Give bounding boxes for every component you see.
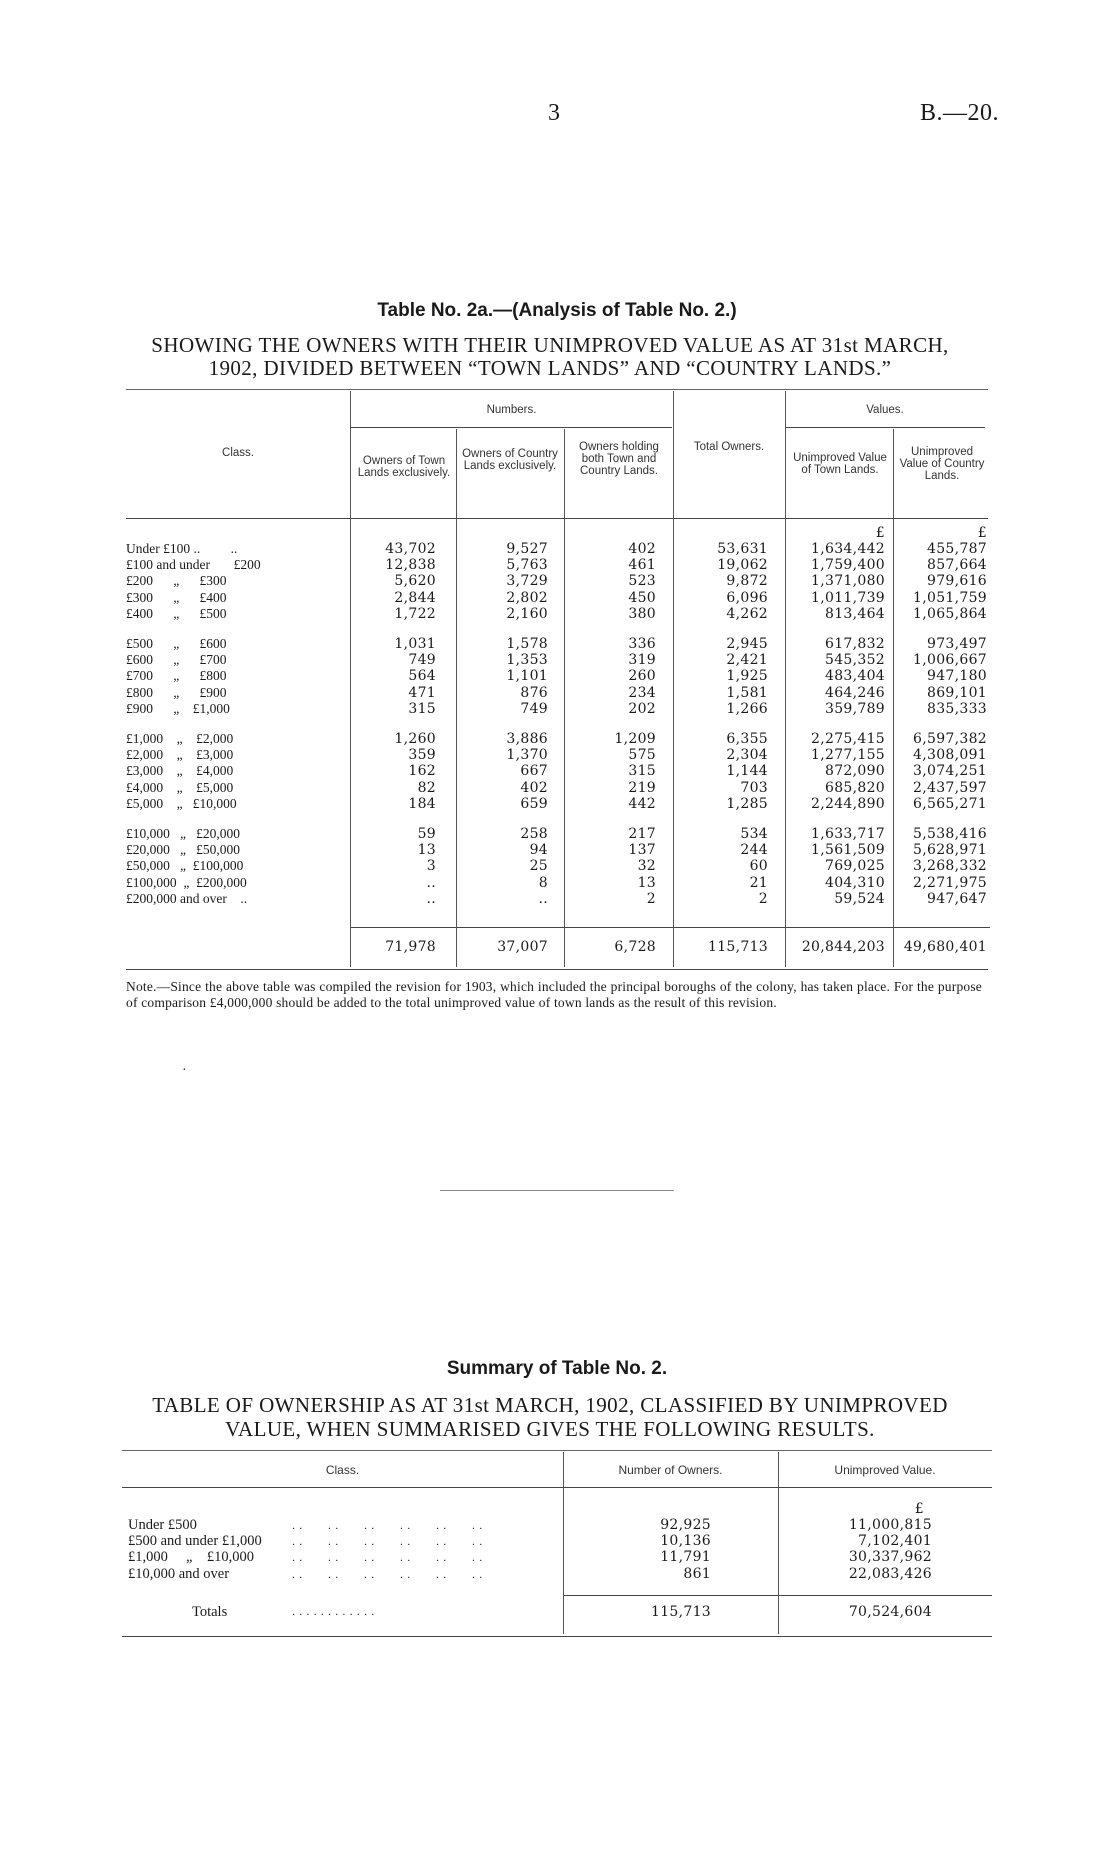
cell-both: 319 <box>628 652 656 669</box>
cell-country-value: 973,497 <box>927 636 987 652</box>
cell-town: 12,838 <box>385 557 436 574</box>
summary-cell-owners: 11,791 <box>660 1549 711 1566</box>
cell-both: 32 <box>637 858 656 875</box>
summary-total-value: 70,524,604 <box>848 1604 932 1620</box>
cell-town: 43,702 <box>385 541 436 557</box>
cell-town-value: 359,789 <box>825 700 885 717</box>
cell-country-value: 857,664 <box>927 557 987 574</box>
cell-country-value: 947,647 <box>927 890 987 907</box>
cell-town: 359 <box>408 747 436 764</box>
class-label: £100,000 „ £200,000 <box>126 874 247 890</box>
table2a-totals-rule <box>350 927 990 928</box>
cell-total: 21 <box>749 874 768 891</box>
cell-country-value: 3,074,251 <box>913 763 987 780</box>
summary-totals-leaders: . . . . . . . . . . . . <box>292 1604 375 1618</box>
cell-town: 1,260 <box>394 731 436 747</box>
summary-currency-symbol: £ <box>914 1501 924 1517</box>
cell-country-value: 1,051,759 <box>913 589 987 606</box>
cell-total: 1,925 <box>726 668 768 685</box>
class-label: £200,000 and over .. <box>126 890 248 906</box>
header-numbers: Numbers. <box>486 404 537 416</box>
cell-country: 402 <box>520 779 548 796</box>
class-label: £700 „ £800 <box>126 668 227 684</box>
cell-both: 461 <box>628 557 656 574</box>
class-label: £5,000 „ £10,000 <box>126 795 237 811</box>
stray-mark: · <box>182 1063 187 1078</box>
cell-country: 2,802 <box>506 589 548 606</box>
cell-town-value: 59,524 <box>834 890 885 907</box>
cell-total: 2,945 <box>726 636 768 652</box>
cell-town-value: 769,025 <box>825 858 885 875</box>
class-label: £900 „ £1,000 <box>126 700 230 716</box>
class-label: £600 „ £700 <box>126 652 227 668</box>
summary-leaders: . . . . . . . . . . . . <box>292 1518 483 1532</box>
cell-country-value: 979,616 <box>927 573 987 590</box>
cell-both: 402 <box>628 541 656 557</box>
cell-total: 534 <box>740 826 768 842</box>
cell-both: 575 <box>628 747 656 764</box>
cell-town-value: 545,352 <box>825 652 885 669</box>
cell-town: 1,031 <box>394 636 436 652</box>
cell-town-value: 404,310 <box>825 874 885 891</box>
table2a-subtitle-line2: 1902, DIVIDED BETWEEN “TOWN LANDS” AND “COUNTRY LANDS.” <box>208 356 892 380</box>
cell-total: 1,581 <box>726 684 768 701</box>
cell-town: 82 <box>417 779 436 796</box>
cell-country: 25 <box>529 858 548 875</box>
cell-country-value: 3,268,332 <box>913 858 987 875</box>
cell-both: 442 <box>628 795 656 812</box>
header-town-value: Unimproved Value of Town Lands. <box>793 452 887 476</box>
header-country-only: Owners of Country Lands exclusively. <box>462 448 558 472</box>
cell-both: 137 <box>628 842 656 859</box>
summary-class-label: Under £500 <box>128 1517 197 1533</box>
class-label: £3,000 „ £4,000 <box>126 763 234 779</box>
cell-town: 184 <box>408 795 436 812</box>
summary-subtitle-line2: VALUE, WHEN SUMMARISED GIVES THE FOLLOWING RESULTS. <box>225 1417 875 1441</box>
cell-total: 19,062 <box>717 557 768 574</box>
header-values: Values. <box>866 404 904 416</box>
summary-cell-owners: 10,136 <box>660 1533 711 1550</box>
cell-country-value: 869,101 <box>927 684 987 701</box>
cell-country-value: 6,565,271 <box>913 795 987 812</box>
cell-both: 315 <box>628 763 656 780</box>
cell-country: 3,886 <box>506 731 548 747</box>
cell-total: 2,421 <box>726 652 768 669</box>
cell-country-value: 455,787 <box>927 541 987 557</box>
header-class: Class. <box>222 447 254 459</box>
table2a-top-rule <box>126 389 988 390</box>
cell-town-value: 1,277,155 <box>811 747 885 764</box>
cell-town-value: 1,371,080 <box>811 573 885 590</box>
cell-total: 4,262 <box>726 605 768 622</box>
table2a-title: Table No. 2a.—(Analysis of Table No. 2.) <box>377 300 737 321</box>
class-label: £1,000 „ £2,000 <box>126 731 234 746</box>
cell-town: 3 <box>426 858 436 875</box>
table2a-note: Note.—Since the above table was compiled the revision for 1903, which included the principal boroughs of the colony, has taken place. For the purpose of comparison £4,000,000 should be added to the total unimproved value of town lands as the result of this revision. <box>126 979 982 1010</box>
cell-both: 336 <box>628 636 656 652</box>
summary-bottom-rule <box>122 1636 992 1637</box>
cell-country: 9,527 <box>506 541 548 557</box>
cell-country: 8 <box>538 874 548 891</box>
cell-country-value: 947,180 <box>927 668 987 685</box>
currency-symbol: £ <box>875 525 885 541</box>
class-label: £500 „ £600 <box>126 636 227 651</box>
summary-leaders: . . . . . . . . . . . . <box>292 1566 483 1581</box>
summary-top-rule <box>122 1450 992 1451</box>
cell-town-value: 464,246 <box>825 684 885 701</box>
cell-town: .. <box>426 890 436 907</box>
cell-country: 667 <box>520 763 548 780</box>
summary-cell-value: 22,083,426 <box>848 1565 932 1582</box>
cell-country-value: 6,597,382 <box>913 731 987 747</box>
currency-symbol: £ <box>977 525 987 541</box>
cell-town: 162 <box>408 763 436 780</box>
summary-cell-value: 11,000,815 <box>848 1517 932 1533</box>
header-total: Total Owners. <box>693 441 765 453</box>
total-town: 71,978 <box>385 939 436 955</box>
cell-country-value: 835,333 <box>927 700 987 717</box>
cell-both: 523 <box>628 573 656 590</box>
cell-country: 3,729 <box>506 573 548 590</box>
table2a-header-rule <box>126 518 988 519</box>
cell-town-value: 1,561,509 <box>811 842 885 859</box>
cell-country: 1,370 <box>506 747 548 764</box>
summary-class-label: £1,000 „ £10,000 <box>128 1549 255 1566</box>
cell-country: 876 <box>520 684 548 701</box>
class-label: £4,000 „ £5,000 <box>126 779 234 795</box>
class-label: £20,000 „ £50,000 <box>126 842 240 858</box>
cell-town: .. <box>426 874 436 891</box>
cell-total: 9,872 <box>726 573 768 590</box>
cell-both: 202 <box>628 700 656 717</box>
summary-class-label: £10,000 and over <box>128 1565 230 1582</box>
cell-town-value: 1,633,717 <box>811 826 885 842</box>
cell-both: 450 <box>628 589 656 606</box>
header-country-value: Unimproved Value of Country Lands. <box>899 446 985 482</box>
header-both: Owners holding both Town and Country Lands. <box>579 441 659 477</box>
cell-town: 564 <box>408 668 436 685</box>
summary-cell-owners: 861 <box>683 1565 711 1582</box>
cell-country: 1,101 <box>506 668 548 685</box>
summary-leaders: . . . . . . . . . . . . <box>292 1534 483 1549</box>
cell-country-value: 1,006,667 <box>913 652 987 669</box>
cell-country-value: 2,437,597 <box>913 779 987 796</box>
values-group-rule <box>785 427 985 428</box>
class-label: £2,000 „ £3,000 <box>126 747 234 763</box>
cell-total: 60 <box>749 858 768 875</box>
cell-both: 260 <box>628 668 656 685</box>
cell-both: 380 <box>628 605 656 622</box>
cell-town: 471 <box>408 684 436 701</box>
cell-town: 2,844 <box>394 589 436 606</box>
cell-town-value: 2,244,890 <box>811 795 885 812</box>
cell-town-value: 1,759,400 <box>811 557 885 574</box>
cell-town-value: 483,404 <box>825 668 885 685</box>
cell-country-value: 5,628,971 <box>913 842 987 859</box>
summary-header-value: Unimproved Value. <box>834 1463 936 1477</box>
cell-both: 234 <box>628 684 656 701</box>
cell-both: 1,209 <box>614 731 656 747</box>
cell-town-value: 1,634,442 <box>811 541 885 557</box>
cell-town: 749 <box>408 652 436 669</box>
total-town-value: 20,844,203 <box>801 939 885 955</box>
total-both: 6,728 <box>614 939 656 955</box>
cell-town: 5,620 <box>394 573 436 590</box>
class-label: £10,000 „ £20,000 <box>126 826 240 841</box>
cell-country: 659 <box>520 795 548 812</box>
cell-town: 59 <box>417 826 436 842</box>
total-owners: 115,713 <box>708 939 768 955</box>
cell-town-value: 872,090 <box>825 763 885 780</box>
header-town-only: Owners of Town Lands exclusively. <box>357 455 451 479</box>
cell-total: 6,355 <box>726 731 768 747</box>
cell-country-value: 2,271,975 <box>913 874 987 891</box>
cell-country: 1,578 <box>506 636 548 652</box>
cell-town: 1,722 <box>394 605 436 622</box>
class-label: £100 and under £200 <box>126 557 261 573</box>
cell-both: 2 <box>646 890 656 907</box>
cell-town: 13 <box>417 842 436 859</box>
cell-total: 6,096 <box>726 589 768 606</box>
class-label: £800 „ £900 <box>126 684 227 700</box>
class-label: £50,000 „ £100,000 <box>126 858 244 874</box>
cell-country-value: 1,065,864 <box>913 605 987 622</box>
numbers-group-rule <box>350 427 672 428</box>
class-label: £400 „ £500 <box>126 605 227 621</box>
document-reference: B.—20. <box>920 100 1000 126</box>
summary-class-label: £500 and under £1,000 <box>128 1533 262 1550</box>
class-label: £200 „ £300 <box>126 573 227 589</box>
summary-header-rule <box>122 1487 992 1488</box>
summary-cell-owners: 92,925 <box>660 1517 711 1533</box>
cell-total: 1,285 <box>726 795 768 812</box>
table2a-subtitle-line1: SHOWING THE OWNERS WITH THEIR UNIMPROVED VALUE AS AT 31st MARCH, <box>151 333 949 357</box>
cell-town-value: 2,275,415 <box>811 731 885 747</box>
cell-total: 1,266 <box>726 700 768 717</box>
cell-total: 1,144 <box>726 763 768 780</box>
cell-town-value: 1,011,739 <box>811 589 885 606</box>
cell-total: 2,304 <box>726 747 768 764</box>
summary-totals-label: Totals <box>192 1604 228 1620</box>
summary-cell-value: 7,102,401 <box>858 1533 932 1550</box>
total-country-value: 49,680,401 <box>903 939 987 955</box>
cell-town-value: 685,820 <box>825 779 885 796</box>
summary-leaders: . . . . . . . . . . . . <box>292 1550 483 1565</box>
section-divider <box>440 1190 674 1191</box>
cell-country: 258 <box>520 826 548 842</box>
cell-country: 5,763 <box>506 557 548 574</box>
total-country: 37,007 <box>497 939 548 955</box>
summary-cell-value: 30,337,962 <box>848 1549 932 1566</box>
cell-town-value: 617,832 <box>825 636 885 652</box>
summary-header-owners: Number of Owners. <box>618 1463 723 1477</box>
cell-town-value: 813,464 <box>825 605 885 622</box>
summary-header-class: Class. <box>325 1463 360 1477</box>
summary-subtitle-line1: TABLE OF OWNERSHIP AS AT 31st MARCH, 1902, CLASSIFIED BY UNIMPROVED <box>152 1393 948 1417</box>
summary-total-owners: 115,713 <box>651 1604 711 1620</box>
cell-both: 13 <box>637 874 656 891</box>
cell-town: 315 <box>408 700 436 717</box>
cell-country: .. <box>538 890 548 907</box>
class-label: Under £100 .. .. <box>126 541 238 556</box>
cell-country-value: 5,538,416 <box>913 826 987 842</box>
cell-country: 749 <box>520 700 548 717</box>
cell-total: 244 <box>740 842 768 859</box>
cell-country: 94 <box>529 842 548 859</box>
cell-total: 703 <box>740 779 768 796</box>
cell-country: 2,160 <box>506 605 548 622</box>
class-label: £300 „ £400 <box>126 589 227 605</box>
cell-total: 53,631 <box>717 541 768 557</box>
cell-country: 1,353 <box>506 652 548 669</box>
cell-both: 217 <box>628 826 656 842</box>
cell-country-value: 4,308,091 <box>913 747 987 764</box>
table2a-bottom-rule <box>126 969 988 970</box>
page-number: 3 <box>548 100 560 126</box>
cell-both: 219 <box>628 779 656 796</box>
cell-total: 2 <box>758 890 768 907</box>
summary-title: Summary of Table No. 2. <box>446 1358 668 1379</box>
